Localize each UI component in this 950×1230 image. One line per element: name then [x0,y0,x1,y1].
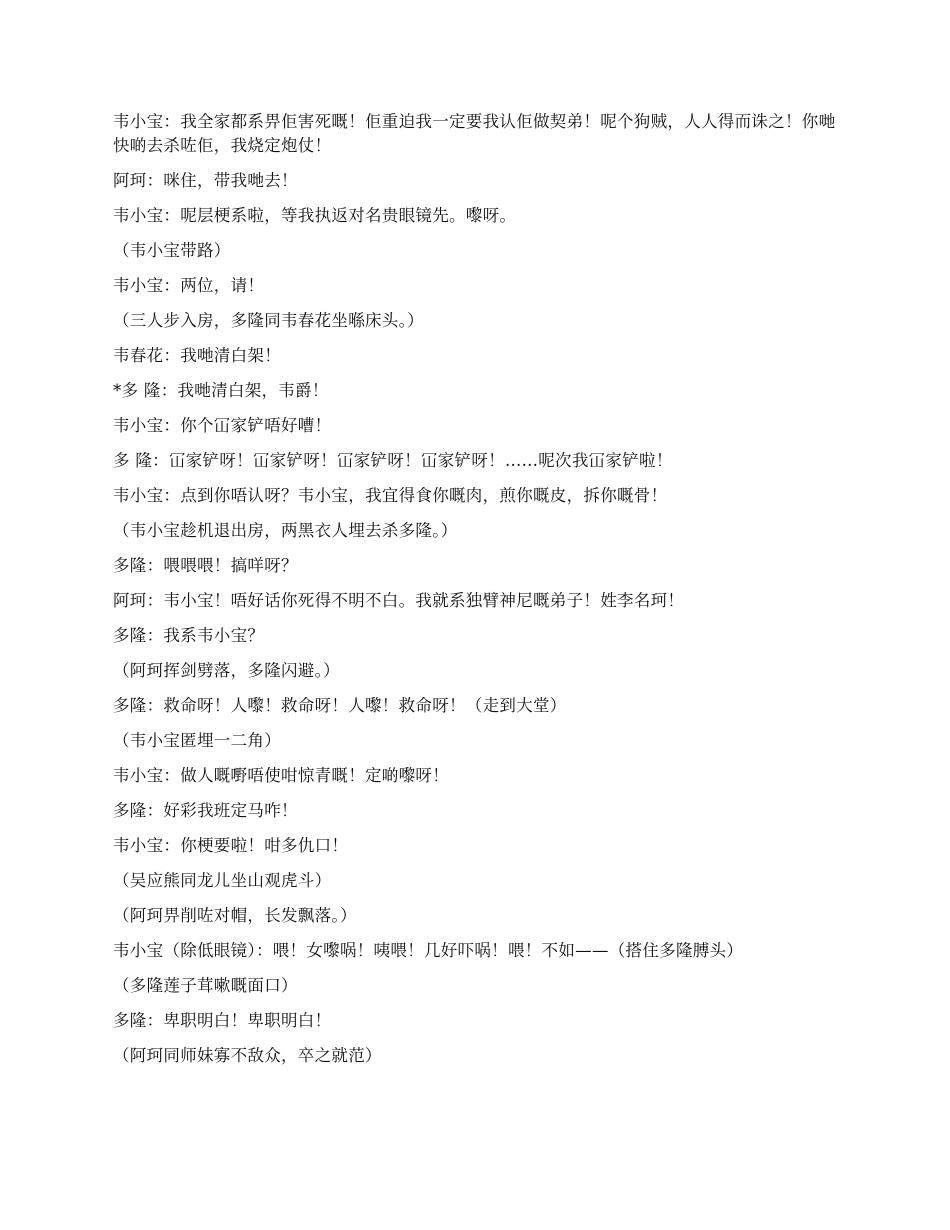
dialogue-line: 韦小宝：你梗要啦！咁多仇口！ [113,836,349,855]
dialogue-line: 韦春花：我哋清白架！ [113,346,281,365]
script-text [113,110,853,1079]
stage-direction: （韦小宝带路） [113,241,231,260]
dialogue-line: 多隆：我系韦小宝？ [113,626,265,645]
dialogue-line: 韦小宝：你个冚家铲唔好嘈！ [113,416,332,435]
dialogue-line: 多 隆：冚家铲呀！冚家铲呀！冚家铲呀！冚家铲呀！......呢次我冚家铲啦！ [113,451,673,470]
stage-direction: （阿珂同师妹寡不敌众，卒之就范） [113,1046,382,1065]
dialogue-line: *多 隆：我哋清白架，韦爵！ [113,381,329,400]
dialogue-line: 韦小宝：呢层梗系啦，等我执返对名贵眼镜先。嚟呀。 [113,206,517,225]
dialogue-line: 韦小宝：做人嘅嘢唔使咁惊青嘅！定啲嚟呀！ [113,766,449,785]
stage-direction: （三人步入房，多隆同韦春花坐喺床头。） [113,311,424,330]
stage-direction: （吴应熊同龙儿坐山观虎斗） [113,871,332,890]
dialogue-line: 阿珂：韦小宝！唔好话你死得不明不白。我就系独臂神尼嘅弟子！姓李名珂！ [113,591,685,610]
dialogue-line: 多隆：卑职明白！卑职明白！ [113,1011,332,1030]
stage-direction: （阿珂畀削咗对帽，长发飘落。） [113,906,357,925]
dialogue-line: 韦小宝：我全家都系畀佢害死嘅！佢重迫我一定要我认佢做契弟！呢个狗贼，人人得而诛之！你哋快啲去杀咗佢，我烧定炮仗！ [113,112,836,155]
dialogue-line: 多隆：喂喂喂！搞咩呀？ [113,556,298,575]
stage-direction: （多隆莲子茸嗽嘅面口） [113,976,298,995]
dialogue-line: 阿珂：咪住，带我哋去！ [113,171,298,190]
stage-direction: （韦小宝匿埋一二角） [113,731,281,750]
dialogue-line: 韦小宝：点到你唔认呀？韦小宝，我宜得食你嘅肉，煎你嘅皮，拆你嘅骨！ [113,486,668,505]
dialogue-line: 多隆：好彩我班定马咋！ [113,801,298,820]
dialogue-line: 多隆：救命呀！人嚟！救命呀！人嚟！救命呀！（走到大堂） [113,696,567,715]
stage-direction: （阿珂挥剑劈落，多隆闪避。） [113,661,340,680]
dialogue-line: 韦小宝（除低眼镜）：喂！女嚟㖞！咦喂！几好吓㖞！喂！不如——（搭住多隆膊头） [113,941,744,960]
stage-direction: （韦小宝趁机退出房，两黑衣人埋去杀多隆。） [113,521,458,540]
dialogue-line: 韦小宝：两位，请！ [113,276,265,295]
